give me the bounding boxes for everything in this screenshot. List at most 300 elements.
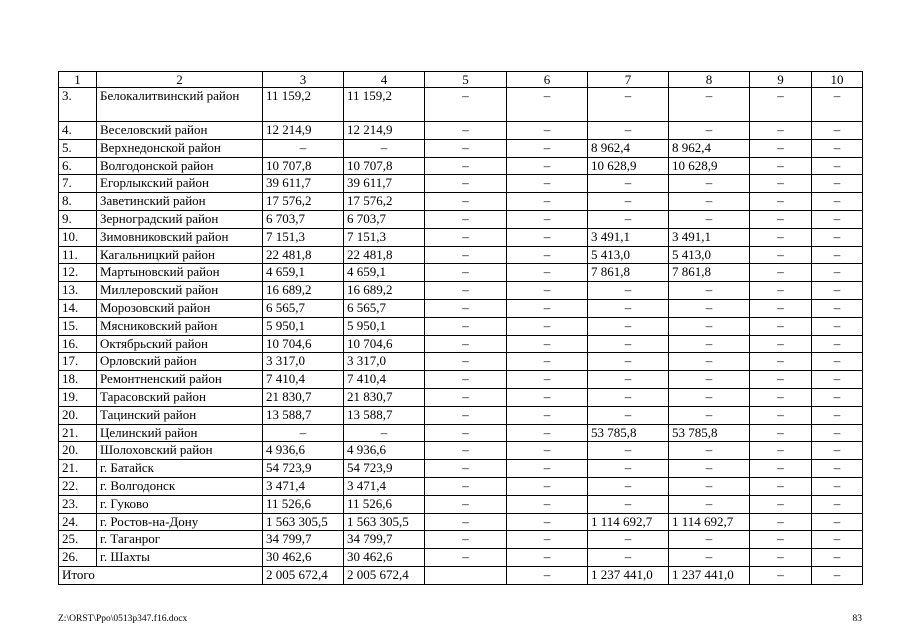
total-value-cell: 1 237 441,0 <box>588 566 669 584</box>
value-cell: 7 151,3 <box>263 228 344 246</box>
table-row <box>59 513 863 531</box>
row-number: 12. <box>59 264 97 282</box>
row-number: 21. <box>59 424 97 442</box>
table-row <box>59 371 863 389</box>
value-cell: – <box>669 88 750 122</box>
value-cell: – <box>507 282 588 300</box>
row-number: 20. <box>59 406 97 424</box>
value-cell: – <box>507 175 588 193</box>
value-cell: 4 659,1 <box>263 264 344 282</box>
district-name: г. Шахты <box>97 549 263 567</box>
value-cell: – <box>425 495 507 513</box>
value-cell: – <box>750 317 812 335</box>
value-cell: – <box>425 264 507 282</box>
value-cell: – <box>812 317 863 335</box>
district-name: г. Волгодонск <box>97 477 263 495</box>
value-cell: 17 576,2 <box>263 193 344 211</box>
value-cell: – <box>425 193 507 211</box>
header-row <box>59 72 863 88</box>
row-number: 17. <box>59 353 97 371</box>
district-name: Зимовниковский район <box>97 228 263 246</box>
total-value-cell <box>425 566 507 584</box>
value-cell: – <box>425 246 507 264</box>
row-number: 24. <box>59 513 97 531</box>
table-row <box>59 353 863 371</box>
row-number: 3. <box>59 88 97 122</box>
table-row <box>59 193 863 211</box>
value-cell: 11 159,2 <box>344 88 425 122</box>
row-number: 4. <box>59 122 97 140</box>
col-header: 6 <box>507 72 588 88</box>
district-name: Верхнедонской район <box>97 139 263 157</box>
value-cell: – <box>588 335 669 353</box>
value-cell: – <box>425 460 507 478</box>
value-cell: 34 799,7 <box>263 531 344 549</box>
table-row <box>59 282 863 300</box>
value-cell: – <box>588 193 669 211</box>
district-name: Мартыновский район <box>97 264 263 282</box>
value-cell: 6 565,7 <box>344 299 425 317</box>
value-cell: 11 159,2 <box>263 88 344 122</box>
value-cell: – <box>263 424 344 442</box>
value-cell: – <box>588 299 669 317</box>
value-cell: – <box>507 210 588 228</box>
row-number: 16. <box>59 335 97 353</box>
value-cell: – <box>669 282 750 300</box>
file-path: Z:\ORST\Ppo\0513p347.f16.docx <box>58 614 188 624</box>
value-cell: – <box>507 228 588 246</box>
col-header: 4 <box>344 72 425 88</box>
row-number: 11. <box>59 246 97 264</box>
value-cell: – <box>812 495 863 513</box>
value-cell: – <box>507 549 588 567</box>
value-cell: – <box>507 442 588 460</box>
value-cell: – <box>812 513 863 531</box>
value-cell: – <box>507 371 588 389</box>
value-cell: – <box>425 299 507 317</box>
row-number: 7. <box>59 175 97 193</box>
value-cell: – <box>812 228 863 246</box>
value-cell: 8 962,4 <box>669 139 750 157</box>
value-cell: 54 723,9 <box>344 460 425 478</box>
value-cell: – <box>669 299 750 317</box>
value-cell: – <box>812 139 863 157</box>
total-value-cell: 2 005 672,4 <box>344 566 425 584</box>
value-cell: – <box>669 549 750 567</box>
table-row <box>59 139 863 157</box>
value-cell: – <box>750 335 812 353</box>
value-cell: – <box>669 460 750 478</box>
value-cell: – <box>425 122 507 140</box>
value-cell: – <box>669 210 750 228</box>
table-row <box>59 88 863 122</box>
value-cell: – <box>425 210 507 228</box>
value-cell: – <box>425 228 507 246</box>
value-cell: – <box>425 157 507 175</box>
total-value-cell: – <box>812 566 863 584</box>
value-cell: 10 707,8 <box>344 157 425 175</box>
value-cell: 22 481,8 <box>344 246 425 264</box>
value-cell: 4 936,6 <box>263 442 344 460</box>
value-cell: 13 588,7 <box>344 406 425 424</box>
row-number: 21. <box>59 460 97 478</box>
value-cell: 53 785,8 <box>669 424 750 442</box>
table-row <box>59 299 863 317</box>
row-number: 6. <box>59 157 97 175</box>
value-cell: – <box>750 477 812 495</box>
value-cell: 5 950,1 <box>344 317 425 335</box>
value-cell: – <box>812 88 863 122</box>
value-cell: – <box>812 157 863 175</box>
col-header: 8 <box>669 72 750 88</box>
col-header: 10 <box>812 72 863 88</box>
row-number: 15. <box>59 317 97 335</box>
row-number: 19. <box>59 388 97 406</box>
value-cell: 21 830,7 <box>263 388 344 406</box>
value-cell: – <box>425 549 507 567</box>
value-cell: – <box>750 193 812 211</box>
value-cell: – <box>425 442 507 460</box>
value-cell: – <box>425 371 507 389</box>
value-cell: 3 491,1 <box>588 228 669 246</box>
district-name: Заветинский район <box>97 193 263 211</box>
table-row <box>59 388 863 406</box>
value-cell: – <box>425 513 507 531</box>
value-cell: – <box>425 282 507 300</box>
value-cell: 34 799,7 <box>344 531 425 549</box>
district-name: Тацинский район <box>97 406 263 424</box>
row-number: 9. <box>59 210 97 228</box>
value-cell: – <box>812 210 863 228</box>
budget-table <box>58 71 863 585</box>
district-name: Целинский район <box>97 424 263 442</box>
table-row <box>59 460 863 478</box>
value-cell: – <box>669 353 750 371</box>
value-cell: – <box>588 317 669 335</box>
district-name: Белокалитвинский район <box>97 88 263 122</box>
table-row <box>59 406 863 424</box>
value-cell: – <box>669 122 750 140</box>
value-cell: – <box>750 246 812 264</box>
value-cell: 17 576,2 <box>344 193 425 211</box>
row-number: 10. <box>59 228 97 246</box>
col-header: 5 <box>425 72 507 88</box>
total-value-cell: 1 237 441,0 <box>669 566 750 584</box>
value-cell: – <box>750 88 812 122</box>
district-name: Веселовский район <box>97 122 263 140</box>
value-cell: 5 413,0 <box>669 246 750 264</box>
value-cell: – <box>588 460 669 478</box>
col-header: 9 <box>750 72 812 88</box>
table-row <box>59 122 863 140</box>
district-name: Орловский район <box>97 353 263 371</box>
value-cell: – <box>669 477 750 495</box>
value-cell: – <box>750 282 812 300</box>
row-number: 23. <box>59 495 97 513</box>
value-cell: – <box>425 531 507 549</box>
value-cell: – <box>507 495 588 513</box>
value-cell: – <box>750 549 812 567</box>
value-cell: – <box>588 477 669 495</box>
value-cell: – <box>750 531 812 549</box>
value-cell: – <box>588 406 669 424</box>
value-cell: – <box>588 549 669 567</box>
value-cell: 1 563 305,5 <box>344 513 425 531</box>
value-cell: – <box>812 406 863 424</box>
col-header: 7 <box>588 72 669 88</box>
district-name: Кагальницкий район <box>97 246 263 264</box>
value-cell: 39 611,7 <box>344 175 425 193</box>
value-cell: – <box>425 317 507 335</box>
value-cell: 7 410,4 <box>344 371 425 389</box>
value-cell: – <box>669 406 750 424</box>
value-cell: – <box>588 210 669 228</box>
value-cell: – <box>750 442 812 460</box>
value-cell: – <box>425 353 507 371</box>
table-row <box>59 531 863 549</box>
value-cell: – <box>507 157 588 175</box>
value-cell: 7 861,8 <box>669 264 750 282</box>
district-name: Шолоховский район <box>97 442 263 460</box>
value-cell: – <box>588 353 669 371</box>
value-cell: – <box>750 406 812 424</box>
value-cell: 3 317,0 <box>344 353 425 371</box>
value-cell: 10 704,6 <box>344 335 425 353</box>
table-row <box>59 335 863 353</box>
value-cell: – <box>812 424 863 442</box>
value-cell: – <box>344 424 425 442</box>
district-name: г. Ростов-на-Дону <box>97 513 263 531</box>
value-cell: – <box>750 353 812 371</box>
value-cell: – <box>588 495 669 513</box>
value-cell: 12 214,9 <box>263 122 344 140</box>
row-number: 8. <box>59 193 97 211</box>
value-cell: – <box>425 406 507 424</box>
value-cell: – <box>750 228 812 246</box>
value-cell: 1 114 692,7 <box>669 513 750 531</box>
value-cell: – <box>750 210 812 228</box>
district-name: г. Гуково <box>97 495 263 513</box>
district-name: Морозовский район <box>97 299 263 317</box>
value-cell: – <box>425 139 507 157</box>
value-cell: – <box>425 335 507 353</box>
value-cell: – <box>507 353 588 371</box>
district-name: Октябрьский район <box>97 335 263 353</box>
value-cell: – <box>750 424 812 442</box>
value-cell: – <box>812 442 863 460</box>
row-number: 14. <box>59 299 97 317</box>
row-number: 25. <box>59 531 97 549</box>
value-cell: 1 563 305,5 <box>263 513 344 531</box>
value-cell: 6 703,7 <box>263 210 344 228</box>
table-row <box>59 549 863 567</box>
value-cell: – <box>507 406 588 424</box>
value-cell: – <box>588 388 669 406</box>
value-cell: – <box>588 88 669 122</box>
value-cell: 10 704,6 <box>263 335 344 353</box>
district-name: Ремонтненский район <box>97 371 263 389</box>
value-cell: – <box>750 139 812 157</box>
value-cell: 10 707,8 <box>263 157 344 175</box>
district-name: Зерноградский район <box>97 210 263 228</box>
value-cell: – <box>750 157 812 175</box>
value-cell: – <box>425 424 507 442</box>
value-cell: – <box>812 477 863 495</box>
page-number: 83 <box>852 614 862 624</box>
value-cell: – <box>812 549 863 567</box>
value-cell: 10 628,9 <box>588 157 669 175</box>
value-cell: – <box>669 335 750 353</box>
value-cell: – <box>507 317 588 335</box>
row-number: 18. <box>59 371 97 389</box>
value-cell: 21 830,7 <box>344 388 425 406</box>
value-cell: – <box>669 495 750 513</box>
value-cell: 30 462,6 <box>344 549 425 567</box>
value-cell: – <box>507 246 588 264</box>
row-number: 13. <box>59 282 97 300</box>
total-value-cell: – <box>507 566 588 584</box>
district-name: Волгодонской район <box>97 157 263 175</box>
district-name: г. Батайск <box>97 460 263 478</box>
value-cell: – <box>507 335 588 353</box>
value-cell: – <box>588 175 669 193</box>
value-cell: – <box>507 88 588 122</box>
value-cell: – <box>812 531 863 549</box>
value-cell: 4 936,6 <box>344 442 425 460</box>
table-row <box>59 477 863 495</box>
value-cell: 10 628,9 <box>669 157 750 175</box>
value-cell: – <box>812 335 863 353</box>
value-cell: – <box>750 388 812 406</box>
table-row <box>59 157 863 175</box>
table-row <box>59 424 863 442</box>
col-header: 1 <box>59 72 97 88</box>
value-cell: 53 785,8 <box>588 424 669 442</box>
value-cell: – <box>669 388 750 406</box>
row-number: 20. <box>59 442 97 460</box>
value-cell: 4 659,1 <box>344 264 425 282</box>
value-cell: – <box>750 264 812 282</box>
table-row <box>59 210 863 228</box>
value-cell: 16 689,2 <box>263 282 344 300</box>
value-cell: – <box>507 264 588 282</box>
value-cell: – <box>669 442 750 460</box>
value-cell: – <box>750 175 812 193</box>
value-cell: 6 703,7 <box>344 210 425 228</box>
value-cell: 3 491,1 <box>669 228 750 246</box>
district-name: Егорлыкский район <box>97 175 263 193</box>
value-cell: – <box>507 388 588 406</box>
value-cell: – <box>507 193 588 211</box>
value-cell: – <box>507 477 588 495</box>
value-cell: – <box>750 513 812 531</box>
value-cell: – <box>263 139 344 157</box>
value-cell: 1 114 692,7 <box>588 513 669 531</box>
value-cell: – <box>425 477 507 495</box>
value-cell: 5 413,0 <box>588 246 669 264</box>
value-cell: – <box>507 299 588 317</box>
value-cell: 22 481,8 <box>263 246 344 264</box>
row-number: 26. <box>59 549 97 567</box>
value-cell: – <box>588 442 669 460</box>
district-name: Миллеровский район <box>97 282 263 300</box>
district-name: Мясниковский район <box>97 317 263 335</box>
col-header: 3 <box>263 72 344 88</box>
value-cell: – <box>507 424 588 442</box>
district-name: г. Таганрог <box>97 531 263 549</box>
value-cell: – <box>507 122 588 140</box>
value-cell: – <box>507 460 588 478</box>
total-value-cell: – <box>750 566 812 584</box>
value-cell: – <box>669 317 750 335</box>
total-row <box>59 566 863 584</box>
value-cell: 13 588,7 <box>263 406 344 424</box>
value-cell: – <box>812 371 863 389</box>
value-cell: – <box>812 282 863 300</box>
value-cell: – <box>812 122 863 140</box>
value-cell: 5 950,1 <box>263 317 344 335</box>
value-cell: – <box>812 299 863 317</box>
value-cell: – <box>344 139 425 157</box>
value-cell: – <box>812 388 863 406</box>
table-row <box>59 442 863 460</box>
value-cell: 6 565,7 <box>263 299 344 317</box>
value-cell: 7 151,3 <box>344 228 425 246</box>
value-cell: 3 317,0 <box>263 353 344 371</box>
value-cell: – <box>669 531 750 549</box>
table-row <box>59 495 863 513</box>
value-cell: 7 861,8 <box>588 264 669 282</box>
value-cell: – <box>425 88 507 122</box>
table-row <box>59 228 863 246</box>
value-cell: 39 611,7 <box>263 175 344 193</box>
value-cell: – <box>669 175 750 193</box>
total-value-cell: 2 005 672,4 <box>263 566 344 584</box>
value-cell: – <box>507 531 588 549</box>
value-cell: – <box>507 139 588 157</box>
value-cell: – <box>750 371 812 389</box>
table-row <box>59 246 863 264</box>
value-cell: 7 410,4 <box>263 371 344 389</box>
value-cell: – <box>750 495 812 513</box>
value-cell: – <box>812 460 863 478</box>
value-cell: 3 471,4 <box>263 477 344 495</box>
value-cell: – <box>588 282 669 300</box>
value-cell: – <box>425 175 507 193</box>
value-cell: – <box>588 122 669 140</box>
value-cell: 3 471,4 <box>344 477 425 495</box>
total-label: Итого <box>59 566 263 584</box>
value-cell: – <box>669 371 750 389</box>
value-cell: – <box>812 175 863 193</box>
value-cell: 8 962,4 <box>588 139 669 157</box>
table-row <box>59 175 863 193</box>
value-cell: – <box>588 531 669 549</box>
col-header: 2 <box>97 72 263 88</box>
value-cell: 11 526,6 <box>263 495 344 513</box>
value-cell: – <box>812 246 863 264</box>
value-cell: – <box>588 371 669 389</box>
table-row <box>59 264 863 282</box>
value-cell: – <box>750 460 812 478</box>
value-cell: 12 214,9 <box>344 122 425 140</box>
value-cell: – <box>812 193 863 211</box>
value-cell: – <box>750 122 812 140</box>
value-cell: 16 689,2 <box>344 282 425 300</box>
row-number: 5. <box>59 139 97 157</box>
value-cell: – <box>669 193 750 211</box>
value-cell: 11 526,6 <box>344 495 425 513</box>
